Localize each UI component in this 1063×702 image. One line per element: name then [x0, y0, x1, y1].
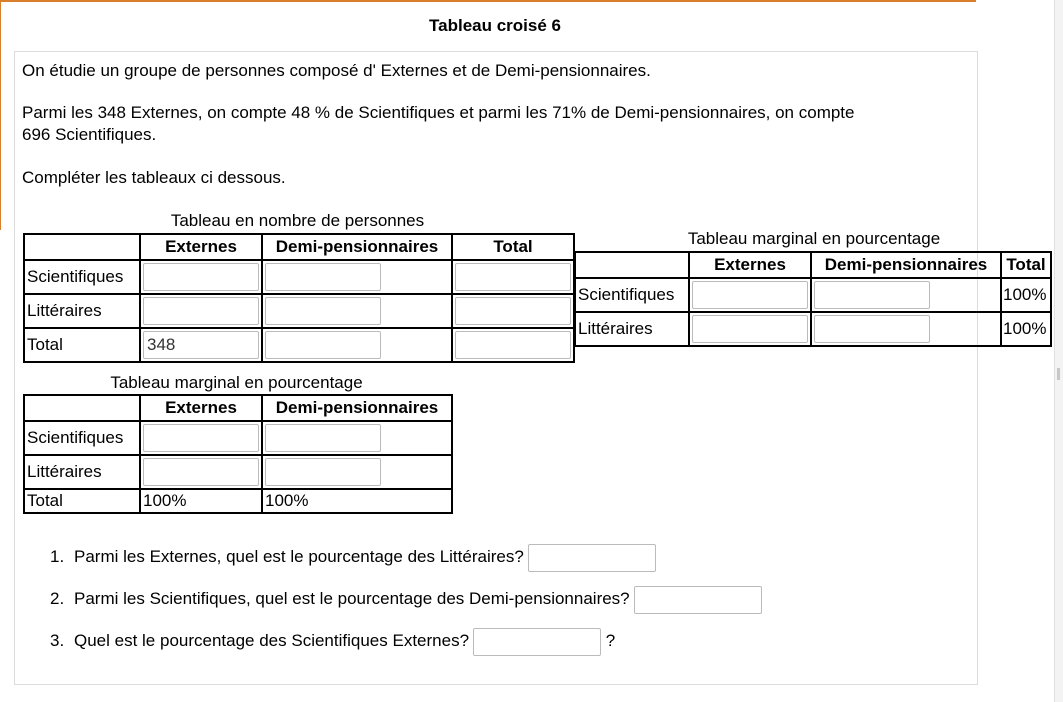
intro-text: On étudie un groupe de personnes composé d' Externes et de Demi-pensionnaires.	[22, 61, 651, 80]
header-externes: Externes	[140, 395, 262, 421]
scrollbar[interactable]	[1054, 0, 1063, 702]
row-label-scientifiques: Scientifiques	[575, 278, 689, 312]
question-number: 1.	[50, 547, 65, 566]
question-2	[50, 585, 762, 614]
statement-line-2: 696 Scientifiques.	[22, 125, 157, 144]
count-scientifiques-externes-input[interactable]	[143, 263, 259, 291]
row-label-scientifiques: Scientifiques	[24, 260, 140, 294]
row-label-litteraires: Littéraires	[24, 455, 140, 489]
pct-col-litteraires-demi-input[interactable]	[265, 458, 381, 486]
top-accent-rule	[0, 0, 976, 2]
answer-1-input[interactable]	[528, 544, 656, 572]
pct-row-scientifiques-externes-input[interactable]	[692, 281, 808, 309]
count-table	[23, 233, 575, 363]
question-suffix: ?	[605, 631, 616, 650]
statement-line-1: Parmi les 348 Externes, on compte 48 % de Scientifiques et parmi les 71% de Demi-pensionnaires, on compte	[22, 103, 855, 122]
column-percent-table-caption: Tableau marginal en pourcentage	[110, 373, 363, 392]
pct-row-litteraires-demi-input[interactable]	[814, 315, 930, 343]
count-litteraires-demi-input[interactable]	[265, 297, 381, 325]
pct-col-total-externes: 100%	[140, 489, 262, 513]
corner-cell	[575, 252, 689, 278]
header-demi-pensionnaires: Demi-pensionnaires	[811, 252, 1001, 278]
count-scientifiques-demi-input[interactable]	[265, 263, 381, 291]
question-text: Quel est le pourcentage des Scientifiques Externes?	[74, 631, 470, 650]
header-externes: Externes	[140, 234, 262, 260]
scrollbar-thumb[interactable]	[1057, 368, 1060, 380]
corner-cell	[24, 395, 140, 421]
count-total-total-input[interactable]	[455, 331, 571, 359]
row-label-total: Total	[24, 489, 140, 513]
question-text: Parmi les Scientifiques, quel est le pourcentage des Demi-pensionnaires?	[74, 589, 630, 608]
pct-row-scientifiques-demi-input[interactable]	[814, 281, 930, 309]
count-litteraires-externes-input[interactable]	[143, 297, 259, 325]
row-label-total: Total	[24, 328, 140, 362]
row-percent-table-caption: Tableau marginal en pourcentage	[687, 229, 941, 248]
count-litteraires-total-input[interactable]	[455, 297, 571, 325]
pct-row-litteraires-externes-input[interactable]	[692, 315, 808, 343]
row-label-litteraires: Littéraires	[24, 294, 140, 328]
answer-3-input[interactable]	[473, 628, 601, 656]
header-total: Total	[1001, 252, 1051, 278]
instruction-text: Compléter les tableaux ci dessous.	[22, 168, 286, 187]
count-total-demi-input[interactable]	[265, 331, 381, 359]
pct-row-litteraires-total: 100%	[1001, 312, 1051, 346]
row-percent-table	[574, 251, 1052, 347]
header-externes: Externes	[689, 252, 811, 278]
header-demi-pensionnaires: Demi-pensionnaires	[262, 234, 452, 260]
pct-row-scientifiques-total: 100%	[1001, 278, 1051, 312]
corner-cell	[24, 234, 140, 260]
page-title: Tableau croisé 6	[429, 16, 561, 35]
question-text: Parmi les Externes, quel est le pourcentage des Littéraires?	[74, 547, 524, 566]
answer-2-input[interactable]	[634, 586, 762, 614]
question-3	[50, 627, 615, 656]
row-label-scientifiques: Scientifiques	[24, 421, 140, 455]
question-number: 3.	[50, 631, 65, 650]
header-demi-pensionnaires: Demi-pensionnaires	[262, 395, 452, 421]
header-total: Total	[452, 234, 574, 260]
count-table-caption: Tableau en nombre de personnes	[170, 211, 425, 230]
count-scientifiques-total-input[interactable]	[455, 263, 571, 291]
count-total-externes-input[interactable]	[143, 331, 259, 359]
pct-col-litteraires-externes-input[interactable]	[143, 458, 259, 486]
question-1	[50, 543, 656, 572]
question-number: 2.	[50, 589, 65, 608]
pct-col-scientifiques-externes-input[interactable]	[143, 424, 259, 452]
column-percent-table	[23, 394, 453, 514]
pct-col-scientifiques-demi-input[interactable]	[265, 424, 381, 452]
row-label-litteraires: Littéraires	[575, 312, 689, 346]
pct-col-total-demi: 100%	[262, 489, 452, 513]
